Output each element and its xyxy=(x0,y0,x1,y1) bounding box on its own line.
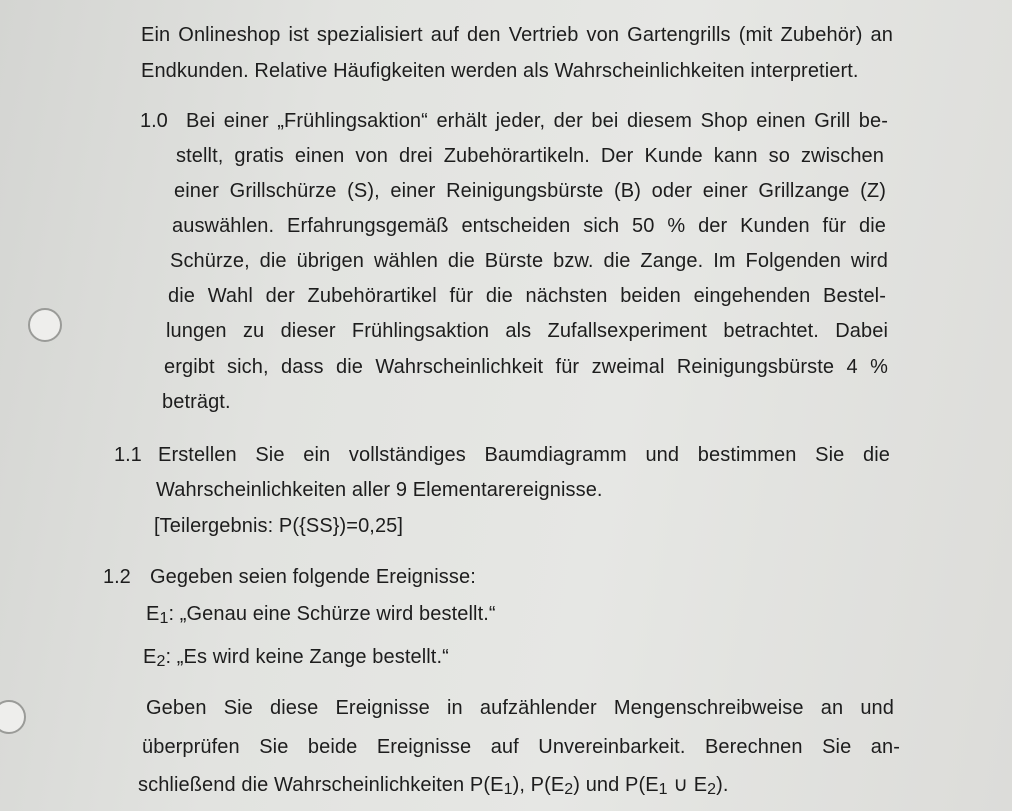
section-1-0-line-1: Bei einer „Frühlingsaktion“ erhält jeder, der bei diesem Shop einen Grill be- xyxy=(186,110,888,132)
section-1-0-line-2: stellt, gratis einen von drei Zubehörartikeln. Der Kunde kann so zwischen xyxy=(176,145,884,167)
prob-sub-1: 1 xyxy=(503,781,513,798)
section-1-0-line-7: lungen zu dieser Frühlingsaktion als Zufallsexperiment betrachtet. Dabei xyxy=(166,320,888,342)
prob-sub-3: 1 xyxy=(658,781,668,798)
prob-text-prefix: schließend die Wahrscheinlichkeiten P(E xyxy=(138,774,504,796)
section-1-0-line-8: ergibt sich, dass die Wahrscheinlichkeit für zweimal Reinigungsbürste 4 % xyxy=(164,356,888,378)
event-e2-description: : „Es wird keine Zange bestellt.“ xyxy=(165,646,449,668)
section-1-0-line-5: Schürze, die übrigen wählen die Bürste bzw. die Zange. Im Folgenden wird xyxy=(170,250,888,272)
section-1-2-number: 1.2 xyxy=(103,566,131,588)
event-e2-subscript: 2 xyxy=(156,653,166,670)
event-e1-symbol: E xyxy=(146,603,160,625)
section-1-0-line-6: die Wahl der Zubehörartikel für die nächsten beiden eingehenden Bestel- xyxy=(168,285,886,307)
section-1-0-line-9: beträgt. xyxy=(162,391,231,413)
section-1-1-number: 1.1 xyxy=(114,444,142,466)
event-e1-description: : „Genau eine Schürze wird bestellt.“ xyxy=(168,603,496,625)
section-1-1-line-2: Wahrscheinlichkeiten aller 9 Elementarereignisse. xyxy=(156,479,603,501)
prob-text-mid-3: ∪ E xyxy=(667,774,708,796)
section-1-1-line-1: Erstellen Sie ein vollständiges Baumdiagramm und bestimmen Sie die xyxy=(158,444,890,466)
section-1-2-heading: Gegeben seien folgende Ereignisse: xyxy=(150,566,476,588)
event-e2-symbol: E xyxy=(143,646,157,668)
prob-text-mid-1: ), P(E xyxy=(512,774,565,796)
prob-sub-2: 2 xyxy=(564,781,574,798)
section-1-0-line-3: einer Grillschürze (S), einer Reinigungsbürste (B) oder einer Grillzange (Z) xyxy=(174,180,886,202)
section-1-1-partial-result: [Teilergebnis: P({SS})=0,25] xyxy=(154,515,404,537)
prob-text-mid-2: ) und P(E xyxy=(573,774,659,796)
intro-line-1: Ein Onlineshop ist spezialisiert auf den Vertrieb von Gartengrills (mit Zubehör) an xyxy=(141,24,893,46)
event-e1 xyxy=(146,601,496,627)
section-1-0-number: 1.0 xyxy=(140,110,168,132)
prob-text-suffix: ). xyxy=(716,774,729,796)
section-1-2-line-1: Geben Sie diese Ereignisse in aufzählender Mengenschreibweise an und xyxy=(146,697,894,719)
prob-sub-4: 2 xyxy=(707,781,717,798)
section-1-2-line-2: überprüfen Sie beide Ereignisse auf Unvereinbarkeit. Berechnen Sie an- xyxy=(142,736,900,758)
punch-hole-bottom xyxy=(0,700,26,734)
section-1-0-line-4: auswählen. Erfahrungsgemäß entscheiden sich 50 % der Kunden für die xyxy=(172,215,886,237)
event-e2 xyxy=(143,644,449,670)
section-1-2-line-3 xyxy=(138,772,729,798)
intro-line-2: Endkunden. Relative Häufigkeiten werden als Wahrscheinlichkeiten interpretiert. xyxy=(141,60,859,82)
event-e1-subscript: 1 xyxy=(159,610,169,627)
punch-hole-top xyxy=(28,308,62,342)
